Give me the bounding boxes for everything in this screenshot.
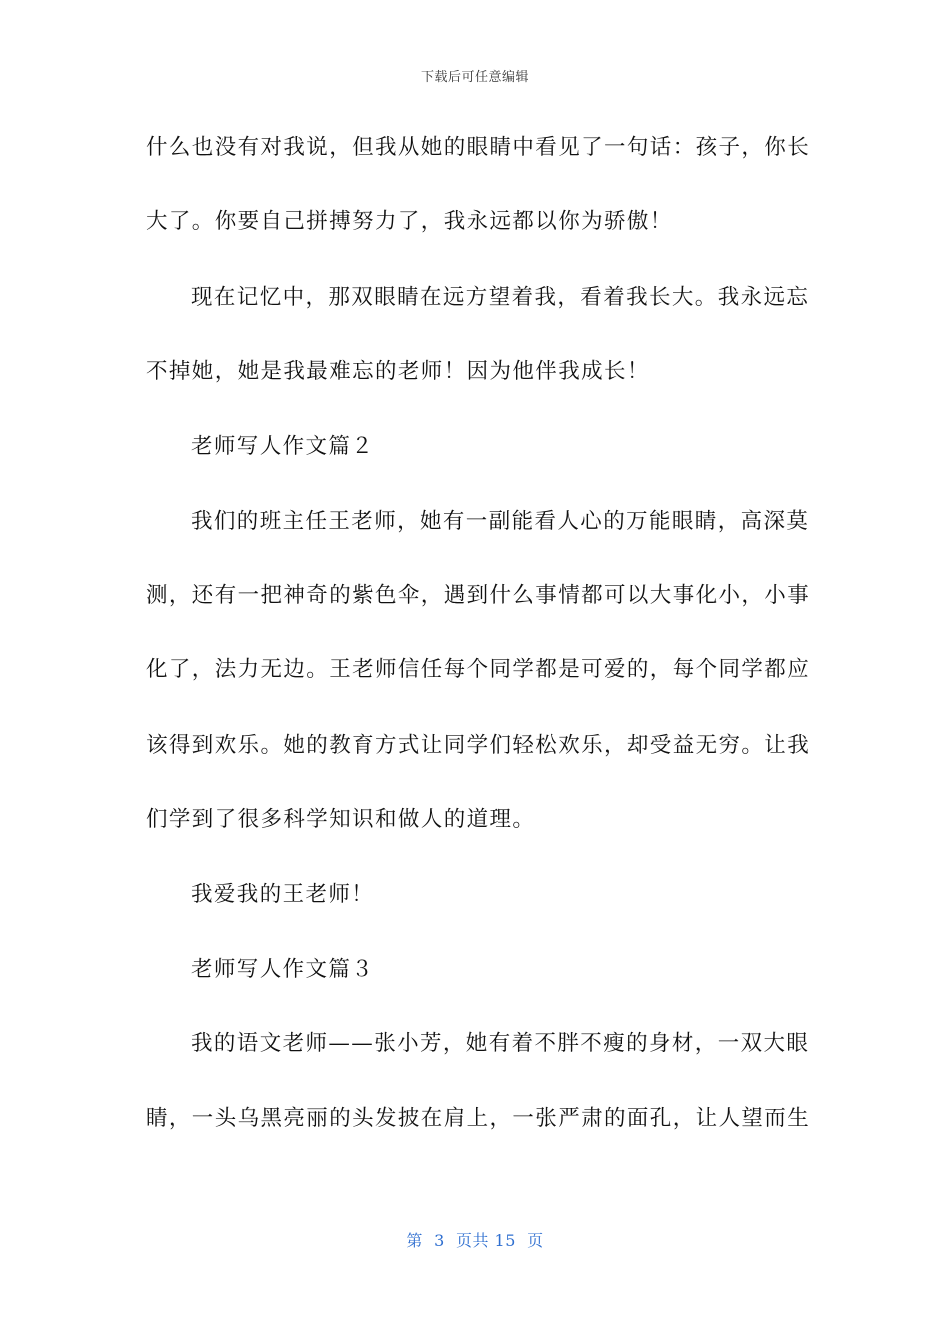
body-line: 我爱我的王老师！ (191, 882, 375, 907)
body-line: 现在记忆中，那双眼睛在远方望着我，看着我长大。我永远忘 (191, 285, 810, 310)
body-line: 我的语文老师——张小芳，她有着不胖不瘦的身材，一双大眼 (191, 1031, 810, 1056)
section-heading: 老师写人作文篇２ (191, 434, 375, 459)
body-line: 测，还有一把神奇的紫色伞，遇到什么事情都可以大事化小，小事 (146, 583, 811, 608)
body-line: 们学到了很多科学知识和做人的道理。 (146, 807, 536, 832)
body-line: 不掉她，她是我最难忘的老师！因为他伴我成长！ (146, 359, 650, 384)
page-header: 下载后可任意编辑 (420, 70, 529, 85)
body-line: 我们的班主任王老师，她有一副能看人心的万能眼睛，高深莫 (191, 509, 810, 534)
page-footer: 第 3 页共 15 页 (406, 1231, 544, 1250)
body-line: 该得到欢乐。她的教育方式让同学们轻松欢乐，却受益无穷。让我 (146, 733, 811, 758)
body-line: 化了，法力无边。王老师信任每个同学都是可爱的，每个同学都应 (146, 657, 811, 682)
body-line: 大了。你要自己拼搏努力了，我永远都以你为骄傲！ (146, 209, 673, 234)
body-line: 什么也没有对我说，但我从她的眼睛中看见了一句话：孩子，你长 (146, 135, 811, 160)
section-heading: 老师写人作文篇３ (191, 957, 375, 982)
body-line: 睛，一头乌黑亮丽的头发披在肩上，一张严肃的面孔，让人望而生 (146, 1106, 811, 1131)
